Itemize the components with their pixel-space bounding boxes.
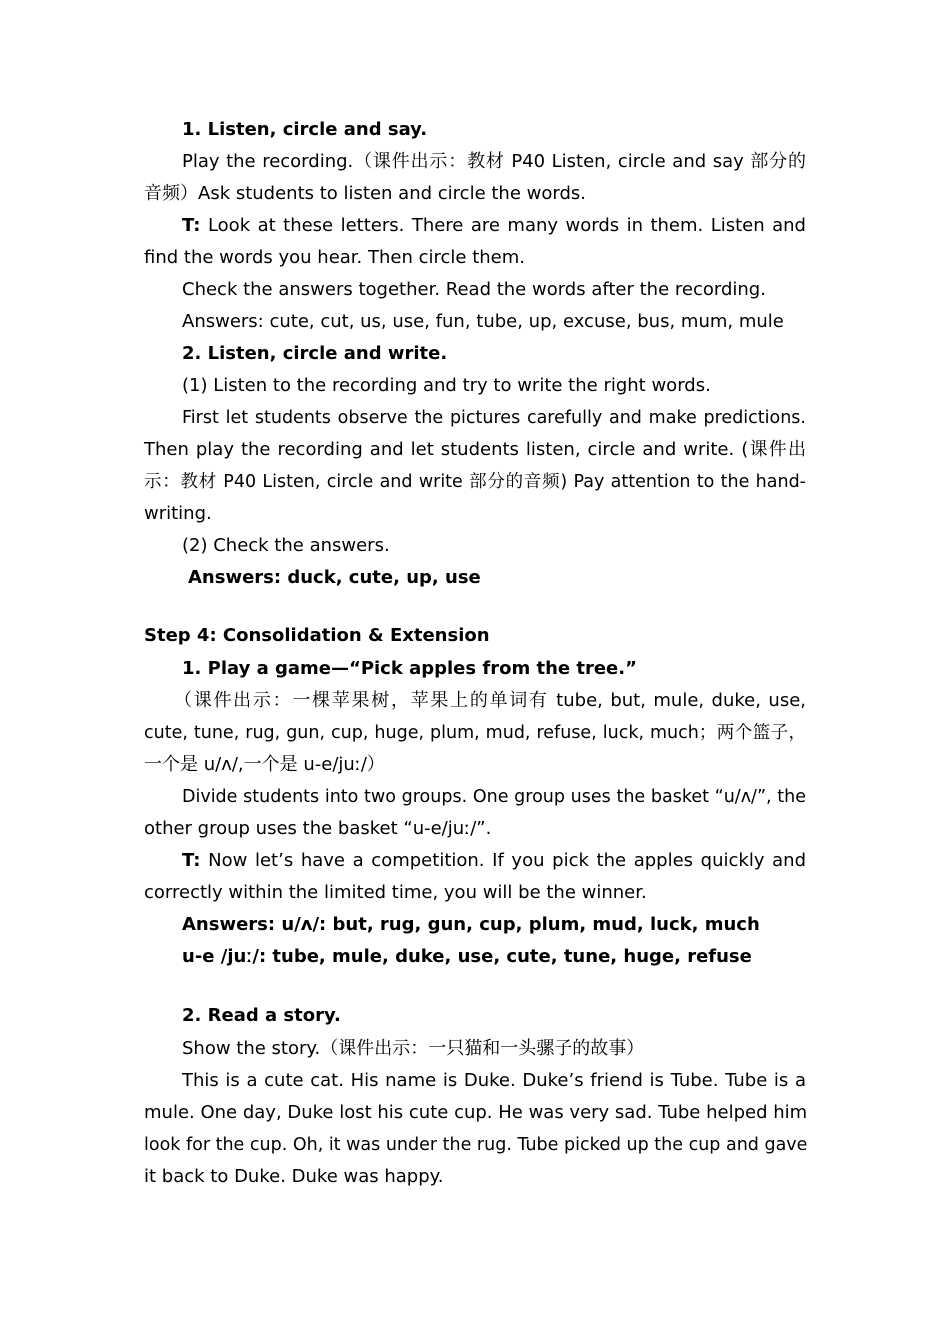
- story-line: look for the cup. Oh, it was under the rug. Tube picked up the cup and gave: [144, 1135, 808, 1155]
- teacher-label: T:: [182, 850, 201, 871]
- section1-answers: Answers: cute, cut, us, use, fun, tube, up, excuse, bus, mum, mule: [182, 311, 784, 332]
- section2-heading: 2. Listen, circle and write.: [182, 343, 448, 364]
- section2-paragraph-line: writing.: [144, 503, 212, 524]
- teacher-speech: Now let’s have a competition. If you pick the apples quickly and: [200, 850, 806, 871]
- story-heading: 2. Read a story.: [182, 1005, 341, 1026]
- section1-check-line: Check the answers together. Read the words after the recording.: [182, 279, 766, 300]
- section1-paragraph-line: Play the recording.（课件出示：教材 P40 Listen, circle and say 部分的: [182, 151, 806, 172]
- game-answers-long-u: u-e /juː/: tube, mule, duke, use, cute, tune, huge, refuse: [182, 946, 752, 967]
- game-description-line: cute, tune, rug, gun, cup, huge, plum, mud, refuse, luck, much；两个篮子，: [144, 723, 806, 743]
- section2-sub2: (2) Check the answers.: [182, 535, 390, 556]
- section2-paragraph-line: Then play the recording and let students listen, circle and write. (课件出: [144, 439, 806, 460]
- section2-paragraph-line: First let students observe the pictures carefully and make predictions.: [182, 408, 806, 428]
- teacher-speech: Look at these letters. There are many words in them. Listen and: [200, 215, 806, 236]
- game-answers-short-u: Answers: u/ʌ/: but, rug, gun, cup, plum, mud, luck, much: [182, 914, 760, 935]
- game-description-line: （课件出示：一棵苹果树，苹果上的单词有 tube, but, mule, duke, use,: [174, 690, 806, 711]
- game-heading: 1. Play a game—“Pick apples from the tree.”: [182, 658, 637, 679]
- step4-heading: Step 4: Consolidation & Extension: [144, 625, 490, 646]
- story-line: This is a cute cat. His name is Duke. Duke’s friend is Tube. Tube is a: [182, 1070, 806, 1091]
- story-line: it back to Duke. Duke was happy.: [144, 1166, 444, 1187]
- section1-teacher-line: find the words you hear. Then circle them.: [144, 247, 525, 268]
- section2-sub1: (1) Listen to the recording and try to write the right words.: [182, 375, 711, 396]
- step4-teacher-line: [144, 845, 806, 877]
- game-groups-line: Divide students into two groups. One group uses the basket “u/ʌ/”, the: [182, 787, 806, 807]
- teacher-label: T:: [182, 215, 201, 236]
- section1-paragraph-line: 音频）Ask students to listen and circle the words.: [144, 183, 586, 204]
- step4-teacher-line: correctly within the limited time, you will be the winner.: [144, 882, 647, 903]
- game-groups-line: other group uses the basket “u-e/juː/”.: [144, 818, 492, 839]
- section1-heading: 1. Listen, circle and say.: [182, 119, 428, 140]
- section1-teacher-line: [144, 210, 806, 242]
- story-line: mule. One day, Duke lost his cute cup. He was very sad. Tube helped him: [144, 1102, 808, 1123]
- section2-answers: Answers: duck, cute, up, use: [188, 567, 481, 588]
- game-description-line: 一个是 u/ʌ/,一个是 u-e/juː/）: [144, 754, 385, 775]
- section2-paragraph-line: 示：教材 P40 Listen, circle and write 部分的音频) Pay attention to the hand-: [144, 472, 806, 492]
- story-show-line: Show the story.（课件出示：一只猫和一头骡子的故事）: [182, 1038, 645, 1059]
